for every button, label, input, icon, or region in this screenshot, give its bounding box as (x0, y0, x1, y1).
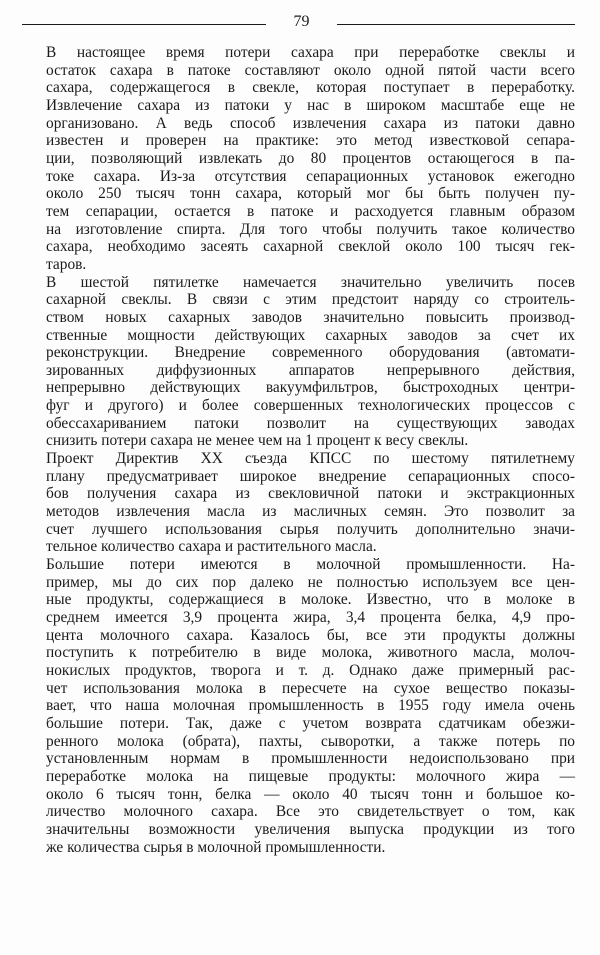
text-line: чет использования молока в пересчете на сухое вещество показы- (46, 679, 575, 697)
text-line: снизить потери сахара не менее чем на 1 процент к весу свеклы. (46, 432, 469, 450)
text-line: ции, позволяющий извлекать до 80 процентов остающегося в па- (46, 149, 575, 167)
text-line: Проект Директив XX съезда КПСС по шестому пятилетнему (46, 450, 575, 468)
text-line: поступить к потребителю в виде молока, животного масла, молоч- (46, 644, 575, 662)
text-line: тельное количество сахара и растительного масла. (46, 538, 377, 556)
text-line: сахарной свеклы. В связи с этим предстоит наряду со строитель- (46, 291, 575, 309)
text-line: токе сахара. Из-за отсутствия сепарационных установок ежегодно (46, 167, 575, 185)
text-line: ственные мощности действующих сахарных заводов за счет их (46, 326, 575, 344)
running-header (22, 12, 575, 32)
text-line: Большие потери имеются в молочной промышленности. На- (46, 556, 575, 574)
page-number: 79 (293, 13, 310, 30)
text-line: плану предусматривает широкое внедрение сепарационных спосо- (46, 467, 575, 485)
text-line: В настоящее время потери сахара при переработке свеклы и (46, 44, 575, 61)
paragraph (22, 44, 575, 274)
header-rule-right (337, 24, 575, 25)
text-line: личество молочного сахара. Все это свидетельствует о том, как (46, 803, 575, 821)
text-line: цента молочного сахара. Казалось бы, все эти продукты должны (46, 626, 575, 644)
text-line: около 6 тысяч тонн, белка — около 40 тысяч тонн и большое ко- (46, 785, 575, 803)
text-line: сахара, необходимо засеять сахарной свеклой около 100 тысяч гек- (46, 238, 575, 256)
paragraph (22, 450, 575, 556)
text-line: сахара, содержащегося в свекле, которая поступает в переработку. (46, 79, 575, 97)
text-line: фуг и другого) и более совершенных технологических процессов с (46, 397, 575, 415)
text-line: бов получения сахара из свекловичной патоки и экстракционных (46, 485, 575, 503)
text-line: же количества сырья в молочной промышленности. (46, 838, 386, 856)
text-line: обессахариванием патоки позволит на существующих заводах (46, 414, 575, 432)
text-line: пример, мы до сих пор далеко не полностью используем все цен- (46, 573, 575, 591)
text-line: непрерывно действующих вакуумфильтров, быстроходных центри- (46, 379, 575, 397)
text-line: таров. (46, 255, 87, 273)
text-line: методов извлечения масла из масличных семян. Это позволит за (46, 503, 575, 521)
body-text (22, 44, 575, 856)
text-line: переработке молока на пищевые продукты: молочного жира — (46, 767, 575, 785)
text-line: значительны возможности увеличения выпуска продукции из того (46, 820, 575, 838)
text-line: остаток сахара в патоке составляют около одной пятой части всего (46, 61, 575, 79)
text-line: В шестой пятилетке намечается значительно увеличить посев (46, 273, 575, 291)
paragraph (22, 556, 575, 856)
text-line: счет лучшего использования сырья получить дополнительно значи- (46, 520, 575, 538)
text-line: на изготовление спирта. Для того чтобы получить такое количество (46, 220, 575, 238)
text-line: реконструкции. Внедрение современного оборудования (автомати- (46, 344, 575, 362)
text-line: ренного молока (обрата), пахты, сыворотки, а также потерь по (46, 732, 575, 750)
text-line: известен и проверен на практике: это метод известковой сепара- (46, 132, 575, 150)
text-line: Извлечение сахара из патоки у нас в широком масштабе еще не (46, 96, 575, 114)
text-line: среднем имеется 3,9 процента жира, 3,4 процента белка, 4,9 про- (46, 609, 575, 626)
text-line: большие потери. Так, даже с учетом возврата сдатчикам обезжи- (46, 714, 575, 732)
text-line: около 250 тысяч тонн сахара, который мог бы быть получен пу- (46, 185, 575, 203)
text-line: ные продукты, содержащиеся в молоке. Известно, что в молоке в (46, 591, 575, 609)
text-line: нокислых продуктов, творога и т. д. Однако даже примерный рас- (46, 661, 575, 679)
text-line: организовано. А ведь способ извлечения сахара из патоки давно (46, 114, 575, 132)
text-line: вает, что наша молочная промышленность в 1955 году имела очень (46, 697, 575, 715)
header-rule-left (22, 24, 266, 25)
paragraph (22, 274, 575, 451)
text-line: зированных диффузионных аппаратов непрерывного действия, (46, 361, 575, 379)
text-line: тем сепарации, остается в патоке и расходуется главным образом (46, 202, 575, 220)
text-line: ством новых сахарных заводов значительно повысить производ- (46, 308, 575, 326)
text-line: установленным нормам в промышленности недоиспользовано при (46, 750, 575, 768)
